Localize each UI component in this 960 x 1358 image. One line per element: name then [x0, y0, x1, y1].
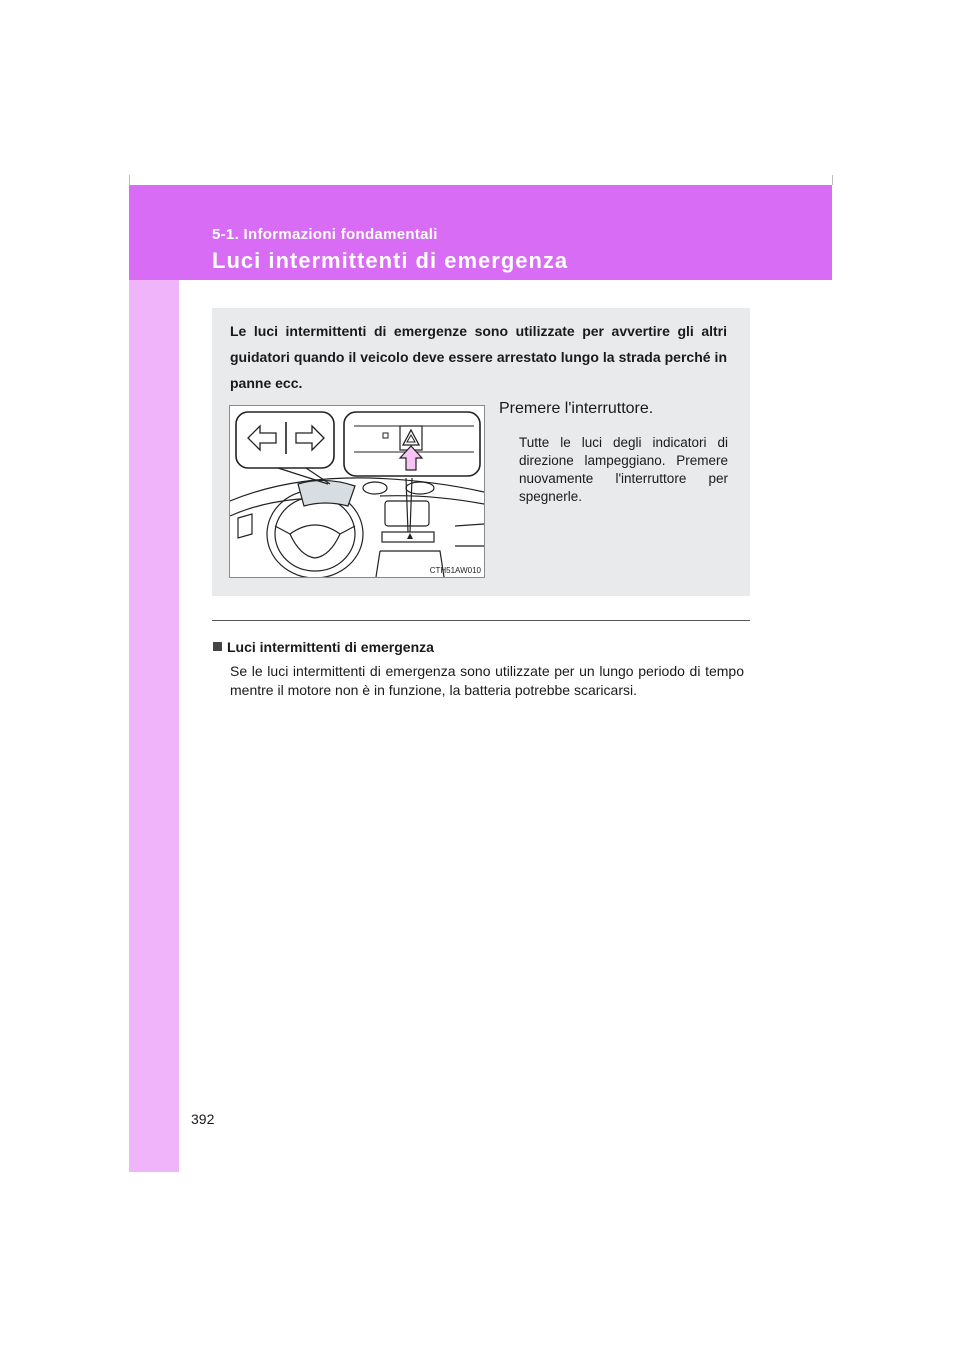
dashboard-illustration — [229, 405, 485, 578]
side-tab-band — [129, 185, 179, 1172]
door-switch — [238, 514, 252, 538]
note-heading — [213, 639, 434, 655]
dashboard-edge — [380, 496, 484, 504]
page-title: Luci intermittenti di emergenza — [212, 248, 569, 273]
steering-spokes — [275, 526, 355, 534]
note-body: Se le luci intermittenti di emergenza sono utilizzate per un lungo periodo di tempo mentre il motore non è in funzione, la batteria potrebbe scaricarsi. — [230, 663, 744, 698]
section-label: 5-1. Informazioni fondamentali — [212, 226, 438, 243]
passenger-dash — [455, 524, 484, 546]
callout-line — [406, 478, 412, 532]
square-bullet-icon — [213, 642, 222, 651]
hazard-triangle-icon-small — [407, 533, 413, 539]
air-vent — [363, 482, 387, 494]
page-number: 392 — [191, 1111, 215, 1127]
dashboard-drawing — [230, 406, 484, 577]
steering-hub — [290, 525, 340, 558]
dashboard-edge — [230, 478, 484, 501]
intro-text: Le luci intermittenti di emergenze sono utilizzate per avvertire gli altri guidatori quando il veicolo deve essere arrestato lungo la strada perché in panne ecc. — [230, 323, 727, 391]
section-divider — [212, 620, 750, 621]
steering-wheel-inner — [275, 497, 355, 571]
figure-code: CTH51AW010 — [429, 566, 481, 575]
crop-mark — [832, 175, 833, 185]
note-heading-text: Luci intermittenti di emergenza — [227, 639, 434, 655]
step-description: Tutte le luci degli indicatori di direzione lampeggiano. Premere nuovamente l'interruttore per spegnerle. — [519, 435, 728, 504]
step-title: Premere l'interruttore. — [499, 400, 654, 417]
instrument-cluster — [298, 480, 355, 506]
air-vent — [406, 482, 434, 494]
crop-mark — [129, 175, 130, 185]
